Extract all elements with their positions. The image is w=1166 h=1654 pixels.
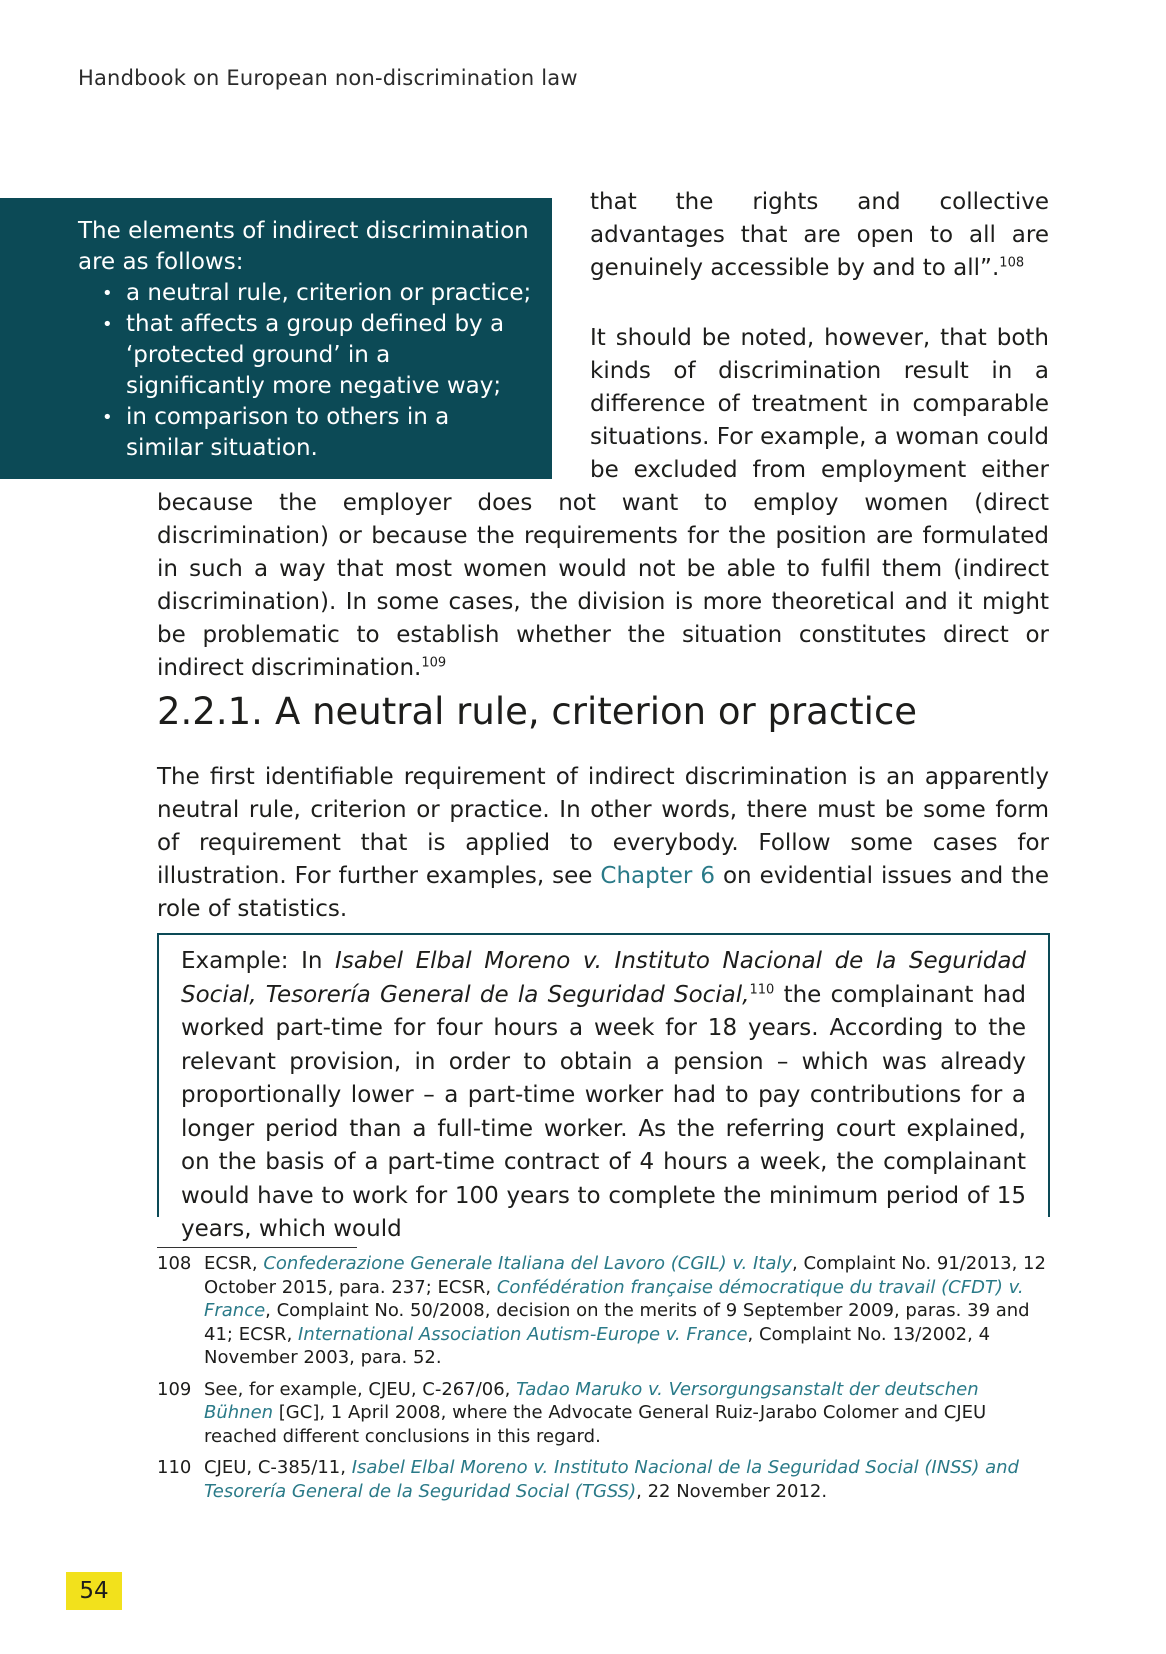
footnote-case-link[interactable]: Isabel Elbal Moreno v. Instituto Nacional de la Seguridad Social (INSS) and Tesorería General de la Seguridad Social (TGSS) [204, 1457, 1019, 1502]
note-paragraph-full [157, 487, 1049, 685]
section-paragraph-text-end: on evidential issues and the role of statistics. [157, 863, 1050, 922]
page-number: 54 [66, 1572, 122, 1610]
section-title: A neutral rule, criterion or practice [275, 690, 918, 733]
footnote-text-part: , Complaint No. 13/2002, 4 November 2003, para. 52. [204, 1323, 991, 1368]
footnote-case-link[interactable]: Confederazione Generale Italiana del Lavoro (CGIL) v. Italy [263, 1253, 793, 1274]
footnote-text-part: , Complaint No. 91/2013, 12 October 2015, para. 237; ECSR, [204, 1253, 1046, 1298]
key-point-item: • a neutral rule, criterion or practice; [78, 278, 532, 309]
footnotes-list [157, 1252, 1049, 1511]
note-paragraph-text: because the employer does not want to employ women (direct discrimination) or because the requirements for the position are formulated in such a way that most women would not be able to fulfil them (indirect discrimination). In some cases, the division is more theoretical and it might be problematic to establish whether the situation constitutes direct or indirect discrimination. [157, 490, 1049, 681]
footnote-text-part: ECSR, [204, 1253, 264, 1274]
example-text: the complainant had worked part-time for four hours a week for 18 years. According to the relevant provision, in order to obtain a pension – which was already proportionally lower – a part-time worker had to pay contributions for a longer period than a full-time worker. As the referring court explained, on the basis of a part-time contract of 4 hours a week, the complainant would have to work for 100 years to complete the minimum period of 15 years, which would [181, 981, 1026, 1242]
quote-continuation-text: that the rights and collective advantages that are open to all are genuinely accessible by and to all”. [590, 189, 1049, 281]
quote-continuation [590, 186, 1049, 285]
section-heading [157, 690, 917, 733]
footnote-case-link[interactable]: International Association Autism-Europe v. France [298, 1323, 748, 1345]
example-lead: Example: In [181, 948, 323, 974]
footnote-case-link[interactable]: Confédération française démocratique du travail (CFDT) v. France [204, 1276, 1024, 1321]
footnote-ref[interactable]: 109 [421, 655, 447, 671]
chapter-6-link[interactable]: Chapter 6 [600, 863, 715, 889]
key-points-box [0, 198, 552, 479]
section-paragraph-text: The first identifiable requirement of indirect discrimination is an apparently neutral rule, criterion or practice. In other words, there must be some form of requirement that is applied to everybody. Follow some cases for illustration. For further examples, see [157, 764, 1049, 889]
footnote-text-part: CJEU, C-385/11, [204, 1457, 352, 1478]
footnote-text-part: , 22 November 2012. [636, 1480, 828, 1502]
footnote-109 [157, 1378, 1049, 1449]
footnote-text-part: See, for example, CJEU, C-267/06, [204, 1378, 517, 1400]
footnote-text [204, 1252, 1049, 1370]
footnote-number: 109 [157, 1378, 192, 1400]
section-number: 2.2.1. [157, 690, 263, 733]
key-point-item: • that affects a group defined by a ‘protected ground’ in a significantly more negative way; [78, 309, 532, 402]
footnote-number: 108 [157, 1253, 192, 1274]
key-points-intro: The elements of indirect discrimination are as follows: [78, 218, 529, 275]
footnote-108 [157, 1252, 1049, 1370]
footnote-ref[interactable]: 108 [999, 255, 1025, 271]
example-box [157, 933, 1050, 1242]
key-points-list [78, 278, 532, 464]
note-paragraph-column: It should be noted, however, that both kinds of discrimination result in a difference of treatment in comparable situations. For example, a woman could be excluded from employment either [590, 325, 1049, 483]
footnote-110 [157, 1456, 1049, 1503]
footnote-text-part: , Complaint No. 50/2008, decision on the merits of 9 September 2009, paras. 39 and 41; ECSR, [204, 1300, 1030, 1345]
footnote-divider [157, 1247, 357, 1248]
footnote-text [204, 1378, 1049, 1449]
footnote-ref[interactable]: 110 [749, 981, 775, 997]
running-header: Handbook on European non-discrimination law [78, 66, 578, 90]
footnote-number: 110 [157, 1457, 192, 1478]
key-point-item: • in comparison to others in a similar situation. [78, 402, 532, 464]
footnote-case-link[interactable]: Tadao Maruko v. Versorgungsanstalt der deutschen Bühnen [204, 1378, 979, 1423]
footnote-text [204, 1456, 1049, 1503]
example-case-name: Isabel Elbal Moreno v. Instituto Nacional de la Seguridad Social, Tesorería General de la Seguridad Social, [181, 948, 1027, 1008]
footnote-text-part: [GC], 1 April 2008, where the Advocate General Ruiz-Jarabo Colomer and CJEU reached different conclusions in this regard. [204, 1402, 987, 1447]
section-paragraph [157, 761, 1049, 926]
